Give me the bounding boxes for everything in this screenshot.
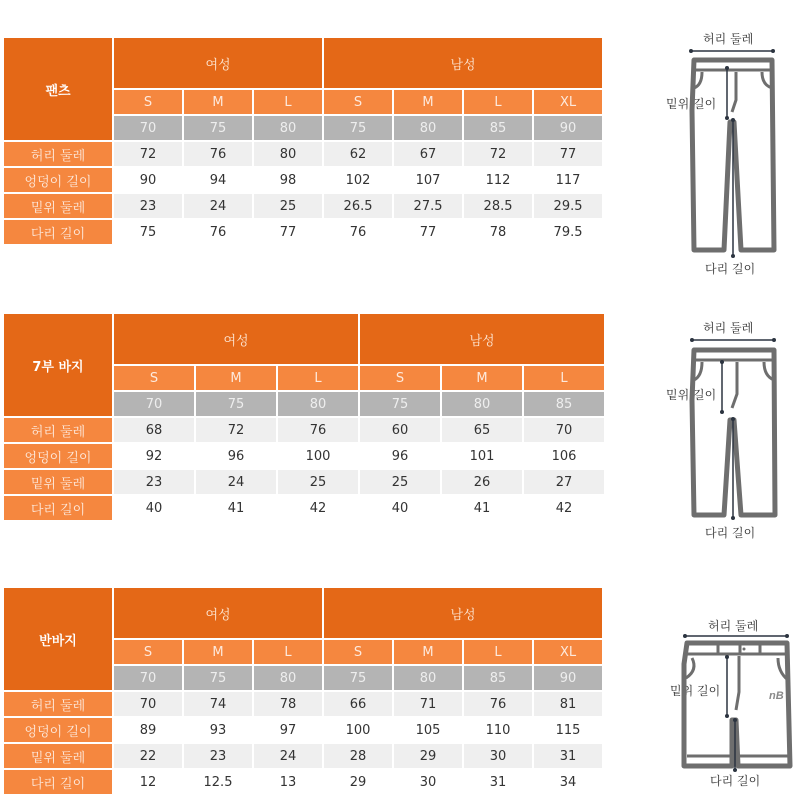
- men-header: 남성: [324, 588, 602, 638]
- waist-size-cell: 80: [278, 392, 358, 416]
- waist-size-cell: 85: [464, 116, 532, 140]
- value-cell: 27: [524, 470, 604, 494]
- value-cell: 77: [254, 220, 322, 244]
- value-cell: 98: [254, 168, 322, 192]
- waist-size-cell: 90: [534, 116, 602, 140]
- rise-label: 밑위 길이: [666, 388, 717, 402]
- value-cell: 29.5: [534, 194, 602, 218]
- waist-size-cell: 70: [114, 392, 194, 416]
- size-cell: M: [442, 366, 522, 390]
- waist-size-cell: 75: [184, 666, 252, 690]
- size-cell: M: [394, 90, 462, 114]
- value-cell: 34: [534, 770, 602, 794]
- waist-label: 허리 둘레: [703, 321, 754, 335]
- long-pants-icon: [640, 20, 800, 280]
- table-row: [4, 744, 602, 768]
- value-cell: 76: [324, 220, 392, 244]
- value-cell: 89: [114, 718, 182, 742]
- value-cell: 80: [254, 142, 322, 166]
- pants-measurement-diagram: [640, 20, 800, 280]
- value-cell: 42: [278, 496, 358, 520]
- waist-size-cell: 75: [360, 392, 440, 416]
- women-header: 여성: [114, 588, 322, 638]
- cropped-pants-measurement-diagram: [640, 300, 800, 550]
- value-cell: 40: [360, 496, 440, 520]
- table-row: [4, 470, 604, 494]
- value-cell: 12: [114, 770, 182, 794]
- value-cell: 79.5: [534, 220, 602, 244]
- value-cell: 29: [324, 770, 392, 794]
- leg-label: 다리 길이: [705, 526, 756, 540]
- value-cell: 65: [442, 418, 522, 442]
- size-cell: S: [114, 90, 182, 114]
- table-row: [4, 168, 602, 192]
- table-row: [4, 692, 602, 716]
- table-row: [4, 142, 602, 166]
- value-cell: 112: [464, 168, 532, 192]
- rise-label: 밑위 길이: [666, 97, 717, 111]
- table-row: [4, 444, 604, 468]
- row-label: 밑위 둘레: [4, 470, 112, 494]
- value-cell: 31: [534, 744, 602, 768]
- waist-size-cell: 80: [442, 392, 522, 416]
- value-cell: 30: [464, 744, 532, 768]
- value-cell: 102: [324, 168, 392, 192]
- row-label: 다리 길이: [4, 770, 112, 794]
- table-row: [4, 220, 602, 244]
- value-cell: 27.5: [394, 194, 462, 218]
- value-cell: 76: [464, 692, 532, 716]
- value-cell: 23: [114, 194, 182, 218]
- waist-size-cell: 90: [534, 666, 602, 690]
- waist-size-cell: 80: [254, 116, 322, 140]
- value-cell: 62: [324, 142, 392, 166]
- value-cell: 26: [442, 470, 522, 494]
- size-cell: L: [464, 640, 532, 664]
- value-cell: 100: [324, 718, 392, 742]
- table-row: [4, 194, 602, 218]
- size-cell: S: [360, 366, 440, 390]
- value-cell: 77: [534, 142, 602, 166]
- value-cell: 23: [184, 744, 252, 768]
- value-cell: 42: [524, 496, 604, 520]
- value-cell: 28.5: [464, 194, 532, 218]
- women-header: 여성: [114, 314, 358, 364]
- size-table-shorts: [2, 586, 604, 796]
- value-cell: 78: [254, 692, 322, 716]
- value-cell: 71: [394, 692, 462, 716]
- cropped-pants-icon: [640, 300, 800, 550]
- value-cell: 12.5: [184, 770, 252, 794]
- value-cell: 68: [114, 418, 194, 442]
- value-cell: 77: [394, 220, 462, 244]
- value-cell: 76: [278, 418, 358, 442]
- value-cell: 72: [196, 418, 276, 442]
- table-title: 반바지: [4, 588, 112, 690]
- value-cell: 90: [114, 168, 182, 192]
- waist-size-cell: 70: [114, 116, 182, 140]
- leg-label: 다리 길이: [705, 262, 756, 276]
- waist-size-cell: 75: [196, 392, 276, 416]
- value-cell: 76: [184, 142, 252, 166]
- value-cell: 40: [114, 496, 194, 520]
- value-cell: 92: [114, 444, 194, 468]
- row-label: 다리 길이: [4, 496, 112, 520]
- size-cell: S: [114, 366, 194, 390]
- value-cell: 25: [254, 194, 322, 218]
- value-cell: 117: [534, 168, 602, 192]
- size-cell: L: [278, 366, 358, 390]
- value-cell: 41: [442, 496, 522, 520]
- value-cell: 28: [324, 744, 392, 768]
- value-cell: 26.5: [324, 194, 392, 218]
- value-cell: 76: [184, 220, 252, 244]
- table-row: [4, 496, 604, 520]
- waist-size-cell: 85: [524, 392, 604, 416]
- nb-logo-icon: [769, 690, 784, 702]
- value-cell: 72: [464, 142, 532, 166]
- value-cell: 30: [394, 770, 462, 794]
- value-cell: 60: [360, 418, 440, 442]
- value-cell: 23: [114, 470, 194, 494]
- size-cell: XL: [534, 640, 602, 664]
- value-cell: 107: [394, 168, 462, 192]
- value-cell: 25: [360, 470, 440, 494]
- waist-size-cell: 80: [394, 116, 462, 140]
- waist-size-cell: 85: [464, 666, 532, 690]
- size-cell: L: [524, 366, 604, 390]
- value-cell: 24: [196, 470, 276, 494]
- value-cell: 78: [464, 220, 532, 244]
- value-cell: 106: [524, 444, 604, 468]
- waist-size-cell: 70: [114, 666, 182, 690]
- value-cell: 25: [278, 470, 358, 494]
- row-label: 허리 둘레: [4, 142, 112, 166]
- table-row: [4, 718, 602, 742]
- value-cell: 94: [184, 168, 252, 192]
- waist-size-cell: 75: [324, 666, 392, 690]
- table-title: 7부 바지: [4, 314, 112, 416]
- size-table-cropped-pants: [2, 312, 606, 522]
- value-cell: 22: [114, 744, 182, 768]
- women-header: 여성: [114, 38, 322, 88]
- row-label: 엉덩이 길이: [4, 718, 112, 742]
- waist-size-cell: 75: [324, 116, 392, 140]
- svg-text:nB: nB: [769, 690, 784, 702]
- waist-size-cell: 80: [394, 666, 462, 690]
- value-cell: 101: [442, 444, 522, 468]
- value-cell: 70: [524, 418, 604, 442]
- waist-size-cell: 75: [184, 116, 252, 140]
- size-cell: M: [196, 366, 276, 390]
- value-cell: 74: [184, 692, 252, 716]
- shorts-icon: [640, 600, 800, 800]
- row-label: 밑위 둘레: [4, 744, 112, 768]
- men-header: 남성: [324, 38, 602, 88]
- value-cell: 67: [394, 142, 462, 166]
- value-cell: 93: [184, 718, 252, 742]
- row-label: 엉덩이 길이: [4, 168, 112, 192]
- value-cell: 24: [184, 194, 252, 218]
- value-cell: 70: [114, 692, 182, 716]
- value-cell: 115: [534, 718, 602, 742]
- value-cell: 75: [114, 220, 182, 244]
- value-cell: 96: [360, 444, 440, 468]
- waist-label: 허리 둘레: [708, 619, 759, 633]
- size-cell: M: [394, 640, 462, 664]
- table-row: [4, 418, 604, 442]
- size-cell: M: [184, 90, 252, 114]
- men-header: 남성: [360, 314, 604, 364]
- value-cell: 105: [394, 718, 462, 742]
- leg-label: 다리 길이: [710, 774, 761, 788]
- value-cell: 29: [394, 744, 462, 768]
- value-cell: 81: [534, 692, 602, 716]
- row-label: 밑위 둘레: [4, 194, 112, 218]
- table-row: [4, 770, 602, 794]
- size-cell: S: [324, 640, 392, 664]
- waist-size-cell: 80: [254, 666, 322, 690]
- value-cell: 100: [278, 444, 358, 468]
- size-cell: M: [184, 640, 252, 664]
- size-table-pants: [2, 36, 604, 246]
- size-cell: L: [254, 640, 322, 664]
- value-cell: 41: [196, 496, 276, 520]
- row-label: 엉덩이 길이: [4, 444, 112, 468]
- row-label: 허리 둘레: [4, 418, 112, 442]
- row-label: 다리 길이: [4, 220, 112, 244]
- value-cell: 72: [114, 142, 182, 166]
- table-title: 팬츠: [4, 38, 112, 140]
- size-cell: S: [114, 640, 182, 664]
- size-cell: XL: [534, 90, 602, 114]
- value-cell: 24: [254, 744, 322, 768]
- rise-label: 밑위 길이: [670, 684, 721, 698]
- value-cell: 66: [324, 692, 392, 716]
- row-label: 허리 둘레: [4, 692, 112, 716]
- size-cell: L: [464, 90, 532, 114]
- value-cell: 96: [196, 444, 276, 468]
- value-cell: 110: [464, 718, 532, 742]
- value-cell: 97: [254, 718, 322, 742]
- value-cell: 31: [464, 770, 532, 794]
- waist-label: 허리 둘레: [703, 32, 754, 46]
- shorts-measurement-diagram: [640, 600, 800, 800]
- size-cell: L: [254, 90, 322, 114]
- value-cell: 13: [254, 770, 322, 794]
- size-cell: S: [324, 90, 392, 114]
